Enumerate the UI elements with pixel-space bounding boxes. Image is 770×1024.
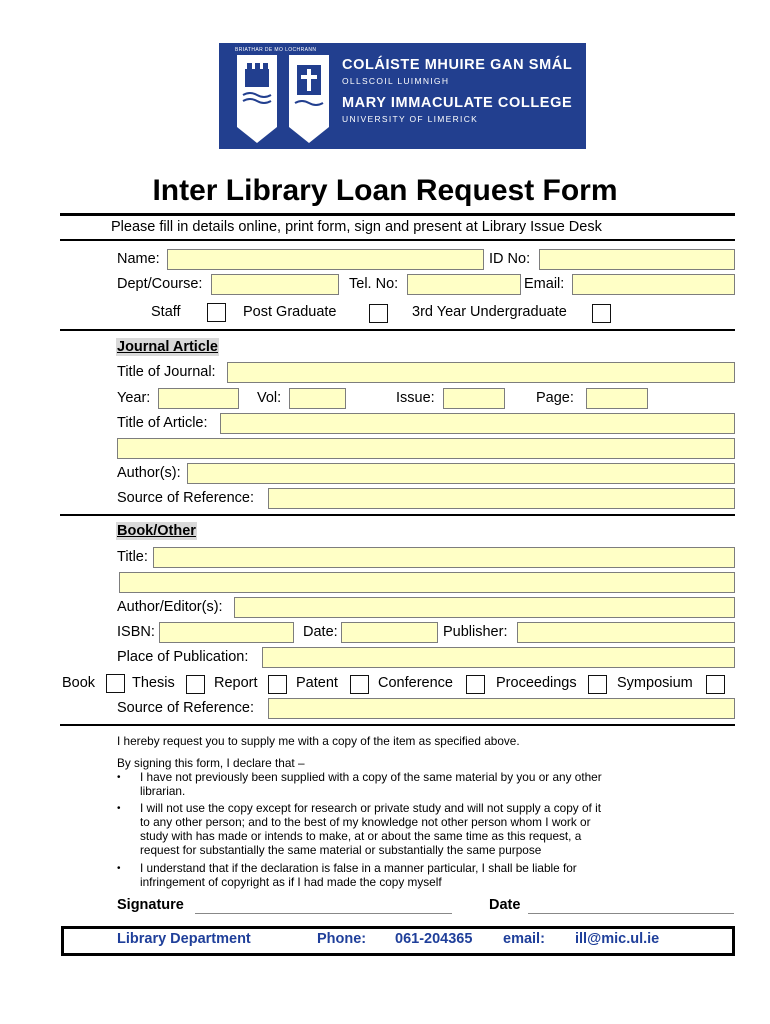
staff-checkbox[interactable] <box>207 303 226 322</box>
declaration-3-line-2: infringement of copyright as if I had made the copy myself <box>140 875 442 889</box>
personal-rule <box>60 329 735 331</box>
declaration-3-line-1: I understand that if the declaration is false in a manner particular, I shall be liable for <box>140 861 577 875</box>
book-title-field-2[interactable] <box>119 572 735 593</box>
book-rule <box>60 724 735 726</box>
isbn-field[interactable] <box>159 622 294 643</box>
place-label: Place of Publication: <box>117 649 249 665</box>
year-field[interactable] <box>158 388 239 409</box>
footer-phone: 061-204365 <box>395 931 473 947</box>
authors-label: Author(s): <box>117 465 181 481</box>
authors-field[interactable] <box>187 463 735 484</box>
page-field[interactable] <box>586 388 648 409</box>
isbn-label: ISBN: <box>117 624 155 640</box>
signature-date-label: Date <box>489 897 521 913</box>
journal-title-label: Title of Journal: <box>117 364 216 380</box>
footer-phone-label: Phone: <box>317 931 367 947</box>
article-title-field[interactable] <box>220 413 735 434</box>
signature-line[interactable] <box>195 913 452 914</box>
place-field[interactable] <box>262 647 735 668</box>
type-book-checkbox[interactable] <box>106 674 125 693</box>
dept-label: Dept/Course: <box>117 276 203 292</box>
footer-email[interactable]: ill@mic.ul.ie <box>575 931 660 947</box>
type-patent-label: Patent <box>296 675 338 691</box>
type-proceedings-label: Proceedings <box>496 675 577 691</box>
signature-label: Signature <box>117 897 184 913</box>
id-label: ID No: <box>489 251 531 267</box>
email-label: Email: <box>524 276 565 292</box>
book-source-field[interactable] <box>268 698 735 719</box>
type-patent-checkbox[interactable] <box>350 675 369 694</box>
book-source-label: Source of Reference: <box>117 700 255 716</box>
journal-rule <box>60 514 735 516</box>
journal-source-label: Source of Reference: <box>117 490 255 506</box>
book-title-label: Title: <box>117 549 148 565</box>
instructions-rule <box>60 239 735 241</box>
id-field[interactable] <box>539 249 735 270</box>
issue-label: Issue: <box>396 390 435 406</box>
article-title-field-2[interactable] <box>117 438 735 459</box>
postgrad-checkbox[interactable] <box>369 304 388 323</box>
type-report-checkbox[interactable] <box>268 675 287 694</box>
undergrad-label: 3rd Year Undergraduate <box>412 304 567 320</box>
journal-title-field[interactable] <box>227 362 735 383</box>
footer-department: Library Department <box>117 931 251 947</box>
book-heading: Book/Other <box>117 523 196 539</box>
logo-english-university: UNIVERSITY OF LIMERICK <box>342 114 479 124</box>
tel-field[interactable] <box>407 274 521 295</box>
type-proceedings-checkbox[interactable] <box>588 675 607 694</box>
type-symposium-label: Symposium <box>617 675 693 691</box>
crest-icon <box>233 55 333 143</box>
declaration-2-line-2: to any other person; and to the best of my knowledge not other person whom I work or <box>140 815 591 829</box>
name-label: Name: <box>117 251 160 267</box>
undergrad-checkbox[interactable] <box>592 304 611 323</box>
form-instructions: Please fill in details online, print form, sign and present at Library Issue Desk <box>111 219 602 235</box>
form-title: Inter Library Loan Request Form <box>152 174 618 207</box>
type-thesis-label: Thesis <box>132 675 175 691</box>
type-conference-checkbox[interactable] <box>466 675 485 694</box>
article-title-label: Title of Article: <box>117 415 208 431</box>
bullet-2: • <box>117 803 121 814</box>
title-rule <box>60 213 735 216</box>
type-report-label: Report <box>214 675 258 691</box>
declaration-1-line-2: librarian. <box>140 784 186 798</box>
date-field[interactable] <box>341 622 438 643</box>
declaration-2-line-1: I will not use the copy except for research or private study and will not supply a copy of it <box>140 801 601 815</box>
vol-field[interactable] <box>289 388 346 409</box>
logo-irish-university: OLLSCOIL LUIMNIGH <box>342 76 450 86</box>
declaration-1-line-1: I have not previously been supplied with a copy of the same material by you or any other <box>140 770 602 784</box>
staff-label: Staff <box>151 304 181 320</box>
type-symposium-checkbox[interactable] <box>706 675 725 694</box>
logo-irish-name: COLÁISTE MHUIRE GAN SMÁL <box>342 57 573 73</box>
vol-label: Vol: <box>257 390 282 406</box>
publisher-field[interactable] <box>517 622 735 643</box>
type-conference-label: Conference <box>378 675 453 691</box>
page-label: Page: <box>536 390 574 406</box>
publisher-label: Publisher: <box>443 624 508 640</box>
declaration-intro: By signing this form, I declare that – <box>117 756 305 770</box>
logo-motto: BRIATHAR DE MO LOCHRANN <box>235 47 317 53</box>
declaration-2-line-3: study with has made or intends to make, at or about the same time as this request, a <box>140 829 582 843</box>
signature-date-line[interactable] <box>528 913 734 914</box>
type-book-label: Book <box>62 675 96 691</box>
name-field[interactable] <box>167 249 484 270</box>
bullet-3: • <box>117 863 121 874</box>
book-title-field[interactable] <box>153 547 735 568</box>
email-field[interactable] <box>572 274 735 295</box>
request-text: I hereby request you to supply me with a copy of the item as specified above. <box>117 734 520 748</box>
issue-field[interactable] <box>443 388 505 409</box>
journal-source-field[interactable] <box>268 488 735 509</box>
logo-english-name: MARY IMMACULATE COLLEGE <box>342 95 573 111</box>
footer-email-label: email: <box>503 931 545 947</box>
dept-field[interactable] <box>211 274 339 295</box>
year-label: Year: <box>117 390 151 406</box>
postgrad-label: Post Graduate <box>243 304 337 320</box>
declaration-2-line-4: request for substantially the same material or substantially the same purpose <box>140 843 542 857</box>
bullet-1: • <box>117 772 121 783</box>
type-thesis-checkbox[interactable] <box>186 675 205 694</box>
journal-heading: Journal Article <box>117 339 218 355</box>
editors-label: Author/Editor(s): <box>117 599 223 615</box>
college-logo <box>219 43 586 149</box>
editors-field[interactable] <box>234 597 735 618</box>
tel-label: Tel. No: <box>349 276 399 292</box>
date-label: Date: <box>303 624 338 640</box>
